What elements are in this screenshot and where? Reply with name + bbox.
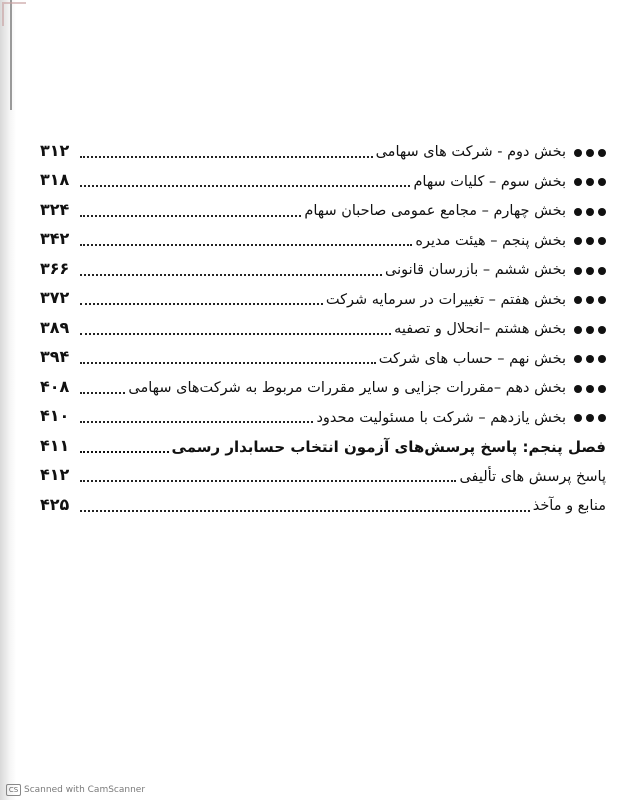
- dot-leader: [80, 185, 410, 187]
- toc-entry-part-3[interactable]: [40, 168, 606, 198]
- page-number: ۳۱۲: [40, 140, 70, 160]
- toc-entry-part-2[interactable]: [40, 138, 606, 168]
- entry-title: [80, 374, 566, 404]
- dot-leader: [80, 215, 301, 217]
- bullet-icon: [566, 168, 606, 198]
- page-number: ۳۲۴: [40, 199, 70, 219]
- entry-title-text: بخش دهم –مقررات جزایی و سایر مقررات مربوط به شرکت‌های سهامی: [128, 380, 566, 396]
- page-number: ۳۱۸: [40, 170, 70, 189]
- entry-title-text: بخش ششم – بازرسان قانونی: [385, 262, 566, 278]
- dot-leader: [80, 244, 412, 246]
- toc-entry-part-5[interactable]: [40, 227, 606, 257]
- page-number: ۴۱۰: [40, 406, 70, 425]
- page-number: ۴۱۲: [40, 465, 70, 484]
- page-number: ۳۴۲: [40, 229, 70, 248]
- page-number: ۳۹۴: [40, 347, 70, 366]
- toc-entry-chapter-5[interactable]: [40, 433, 606, 463]
- camscanner-icon: CS: [6, 784, 21, 796]
- page-number: ۴۰۸: [40, 376, 70, 396]
- scanner-text: Scanned with CamScanner: [24, 785, 146, 795]
- toc-entry-part-4[interactable]: [40, 197, 606, 227]
- entry-title-text: بخش هشتم –انحلال و تصفیه: [394, 321, 566, 337]
- scanner-watermark: [6, 784, 145, 796]
- dot-leader: [80, 451, 169, 453]
- page-number: ۳۷۲: [40, 288, 70, 307]
- entry-title: [80, 197, 566, 227]
- bullet-icon: [566, 227, 606, 257]
- entry-title: [80, 256, 566, 286]
- entry-title-text: فصل پنجم: پاسخ پرسش‌های آزمون انتخاب حسابدار رسمی: [171, 437, 606, 456]
- entry-title: [80, 492, 606, 522]
- toc-entry-part-11[interactable]: [40, 404, 606, 434]
- entry-title-text: منابع و مآخذ: [532, 498, 606, 514]
- page-number: ۴۱۱: [40, 435, 70, 455]
- entry-title-text: بخش چهارم – مجامع عمومی صاحبان سهام: [304, 203, 566, 219]
- dot-leader: [80, 333, 391, 335]
- toc-entry-authored-answers[interactable]: [40, 463, 606, 493]
- page-number: ۳۸۹: [40, 317, 70, 337]
- bullet-icon: [566, 138, 606, 168]
- entry-title: [80, 138, 566, 168]
- bullet-icon: [566, 197, 606, 227]
- entry-title-text: پاسخ پرسش های تألیفی: [459, 468, 606, 485]
- page-number: ۴۲۵: [40, 494, 70, 514]
- entry-title: [80, 345, 566, 375]
- page-number: ۳۶۶: [40, 258, 70, 278]
- bullet-icon: [566, 256, 606, 286]
- dot-leader: [80, 303, 323, 305]
- toc-entry-part-9[interactable]: [40, 345, 606, 375]
- toc-entry-references[interactable]: [40, 492, 606, 522]
- entry-title: [80, 404, 566, 434]
- dot-leader: [80, 362, 376, 364]
- bullet-icon: [566, 315, 606, 345]
- entry-title-text: بخش دوم - شرکت های سهامی: [375, 144, 566, 160]
- dot-leader: [80, 392, 125, 394]
- bullet-icon: [566, 374, 606, 404]
- entry-title: [80, 433, 606, 463]
- entry-title-text: بخش پنجم – هیئت مدیره: [415, 232, 566, 249]
- dot-leader: [80, 156, 373, 158]
- entry-title: [80, 315, 566, 345]
- dot-leader: [80, 480, 456, 482]
- toc-entry-part-6[interactable]: [40, 256, 606, 286]
- dot-leader: [80, 421, 313, 423]
- toc-entry-part-10[interactable]: [40, 374, 606, 404]
- toc-entry-part-7[interactable]: [40, 286, 606, 316]
- entry-title-text: بخش نهم – حساب های شرکت: [378, 350, 566, 367]
- entry-title: [80, 463, 606, 493]
- bullet-icon: [566, 404, 606, 434]
- dot-leader: [80, 510, 530, 512]
- entry-title: [80, 286, 566, 316]
- page-edge-shadow: [0, 0, 16, 800]
- entry-title: [80, 168, 566, 198]
- entry-title-text: بخش سوم – کلیات سهام: [413, 173, 566, 190]
- entry-title: [80, 227, 566, 257]
- dot-leader: [80, 274, 382, 276]
- entry-title-text: بخش یازدهم – شرکت با مسئولیت محدود: [316, 409, 566, 426]
- toc-entry-part-8[interactable]: [40, 315, 606, 345]
- corner-mark: [2, 2, 26, 26]
- bullet-icon: [566, 286, 606, 316]
- table-of-contents: [40, 138, 606, 522]
- entry-title-text: بخش هفتم – تغییرات در سرمایه شرکت: [325, 291, 566, 308]
- bullet-icon: [566, 345, 606, 375]
